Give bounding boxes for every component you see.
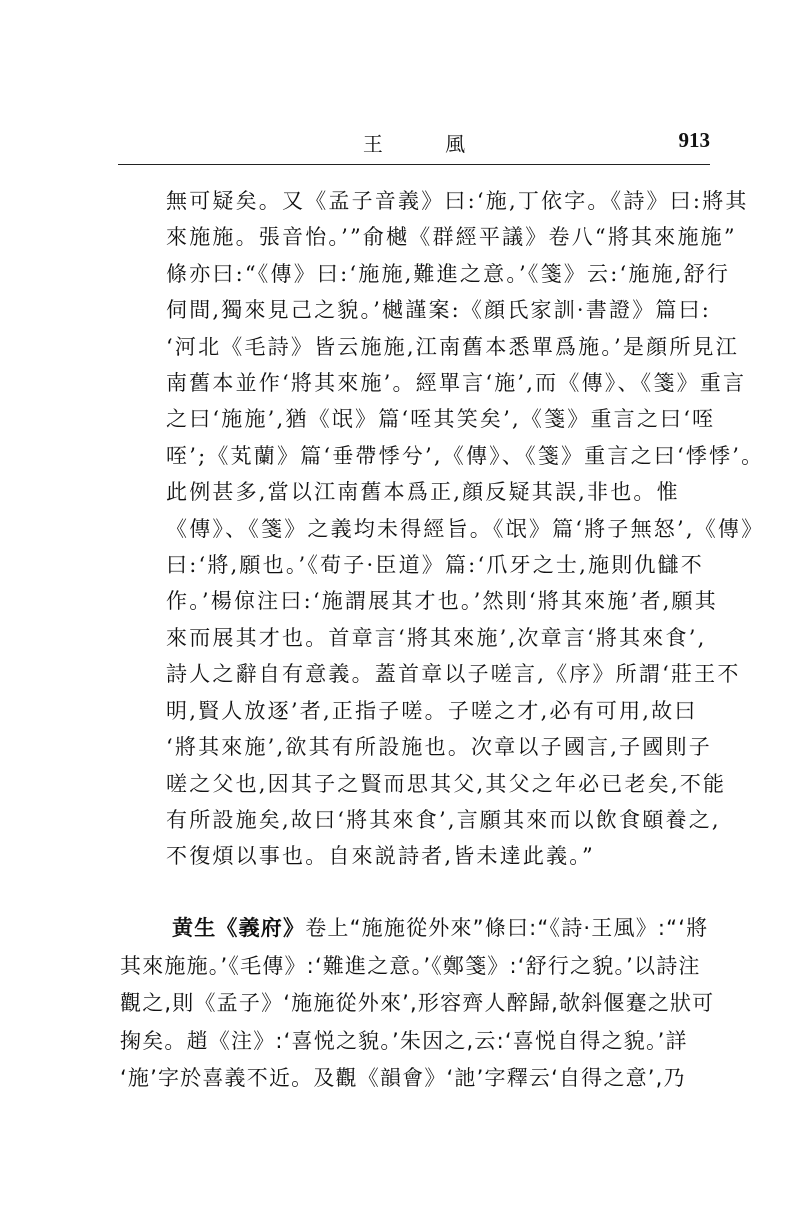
text-line: 曰:‘將,願也。’《荀子·臣道》篇:‘爪牙之士,施則仇讎不 xyxy=(166,553,705,578)
text-line: 來施施。張音怡。’”俞樾《群經平議》卷八“將其來施施” xyxy=(166,225,737,250)
text-line xyxy=(120,910,720,948)
text-line: 南舊本並作‘將其來施’。經單言‘施’,而《傳》、《箋》重言 xyxy=(166,371,747,396)
text-line: ‘河北《毛詩》皆云施施,江南舊本悉單爲施。’是顔所見江 xyxy=(166,334,739,359)
page-number: 913 xyxy=(678,128,710,152)
text-line: ‘將其來施’,欲其有所設施也。次章以子國言,子國則子 xyxy=(166,735,712,760)
text-line: 無可疑矣。又《孟子音義》曰:‘施,丁依字。《詩》曰:將其 xyxy=(166,189,749,213)
text-line: 掬矣。趙《注》:‘喜悦之貌。’朱因之,云:‘喜悦自得之貌。’詳 xyxy=(120,1028,688,1053)
text-line: 明,賢人放逐’者,正指子嗟。子嗟之才,必有可用,故曰 xyxy=(166,698,698,723)
text-line: 條亦曰:“《傳》曰:‘施施,難進之意。’《箋》云:‘施施,舒行 xyxy=(166,261,731,286)
text-line: 不復煩以事也。自來説詩者,皆未達此義。” xyxy=(166,844,595,869)
text-line: 伺間,獨來見己之貌。’樾謹案:《顔氏家訓·書證》篇曰: xyxy=(166,298,712,323)
text-line: 其來施施。’《毛傳》:‘難進之意。’《鄭箋》:‘舒行之貌。’以詩注 xyxy=(120,953,701,978)
text-line: 《傳》、《箋》之義均未得經旨。《氓》篇‘將子無怒’,《傳》 xyxy=(166,516,765,541)
running-header xyxy=(118,128,710,164)
text-line: 作。’楊倞注曰:‘施謂展其才也。’然則‘將其來施’者,願其 xyxy=(166,589,718,614)
text-line: 咥’;《芄蘭》篇‘垂帶悸兮’,《傳》、《箋》重言之曰‘悸悸’。 xyxy=(166,443,765,468)
quoted-passage xyxy=(166,183,765,875)
text-line: 之曰‘施施’,猶《氓》篇‘咥其笑矣’,《箋》重言之曰‘咥 xyxy=(166,407,716,432)
header-rule xyxy=(118,164,710,165)
text-line: 觀之,則《孟子》‘施施從外來’,形容齊人醉歸,欹斜偃蹇之狀可 xyxy=(120,991,715,1015)
cited-author: 黄生《義府》 xyxy=(172,916,306,940)
text-line: 嗟之父也,因其子之賢而思其父,其父之年必已老矣,不能 xyxy=(166,771,727,796)
text-line: 詩人之辭自有意義。蓋首章以子嗟言,《序》所謂‘莊王不 xyxy=(166,662,741,687)
text-line: ‘施’字於喜義不近。及觀《韻會》‘訑’字釋云‘自得之意’,乃 xyxy=(120,1066,686,1090)
text-span: 卷上“施施從外來”條曰:“《詩·王風》:“‘將 xyxy=(305,916,709,940)
text-line: 來而展其才也。首章言‘將其來施’,次章言‘將其來食’, xyxy=(166,625,707,650)
text-line: 此例甚多,當以江南舊本爲正,顔反疑其誤,非也。惟 xyxy=(166,480,680,505)
chapter-title: 王 風 xyxy=(362,132,494,156)
commentary-paragraph xyxy=(120,910,720,1098)
text-line: 有所設施矣,故曰‘將其來食’,言願其來而以飲食頤養之, xyxy=(166,807,721,832)
